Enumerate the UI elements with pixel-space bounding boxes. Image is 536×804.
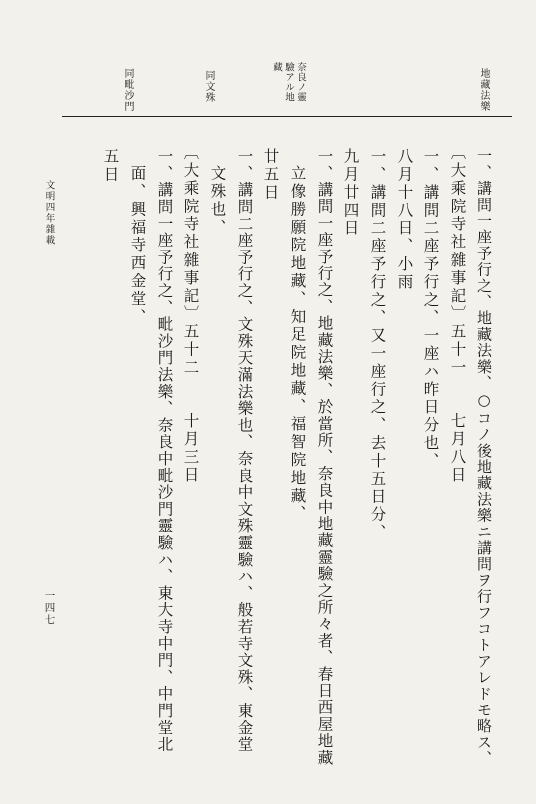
text-line-14: 面、興福寺西金堂、 [128, 165, 147, 327]
side-title: 文明四年雜載 [43, 180, 55, 246]
text-line-2: 〔大乘院寺社雜事記〕五十一 七月八日 [448, 144, 467, 485]
header-rule [62, 116, 512, 117]
text-line-1: 一、講問一座予行之、地藏法樂、○コノ後地藏法樂ニ講問ヲ行フコトアレドモ略ス、 [475, 148, 493, 767]
text-line-10: 一、講問二座予行之、文殊天滿法樂也、奈良中文殊靈驗ハ、般若寺文殊、東金堂 [235, 148, 254, 753]
text-line-6: 九月廿四日 [341, 148, 360, 238]
text-line-15: 五日 [101, 148, 120, 184]
text-line-5: 一、講問二座予行之、又一座行之、去十五日分、 [368, 148, 387, 542]
text-line-11: 文殊也、 [208, 165, 227, 237]
page-number: 一四七 [43, 590, 56, 626]
text-line-4: 八月十八日、小雨 [395, 148, 414, 292]
text-line-12: 〔大乘院寺社雜事記〕五十二 十月三日 [181, 144, 200, 485]
text-line-13: 一、講問一座予行之、毗沙門法樂、奈良中毗沙門靈驗ハ、東大寺中門、中門堂北 [155, 148, 174, 753]
margin-note-bishamon: 同毗沙門 [122, 68, 133, 112]
margin-note-jizo: 奈良ノ靈驗アル地藏 [271, 62, 306, 102]
text-line-8: 立像勝願院地藏、知足院地藏、福智院地藏、 [288, 165, 307, 523]
text-line-9: 廿五日 [261, 148, 280, 202]
text-line-7: 一、講問一座予行之、地藏法樂、於當所、奈良中地藏靈驗之所々者、春日西屋地藏 [315, 148, 334, 766]
running-head: 地藏法樂 [478, 68, 489, 112]
margin-note-monju: 同文殊 [203, 70, 214, 103]
text-line-3: 一、講問二座予行之、一座ハ昨日分也、 [421, 148, 440, 471]
